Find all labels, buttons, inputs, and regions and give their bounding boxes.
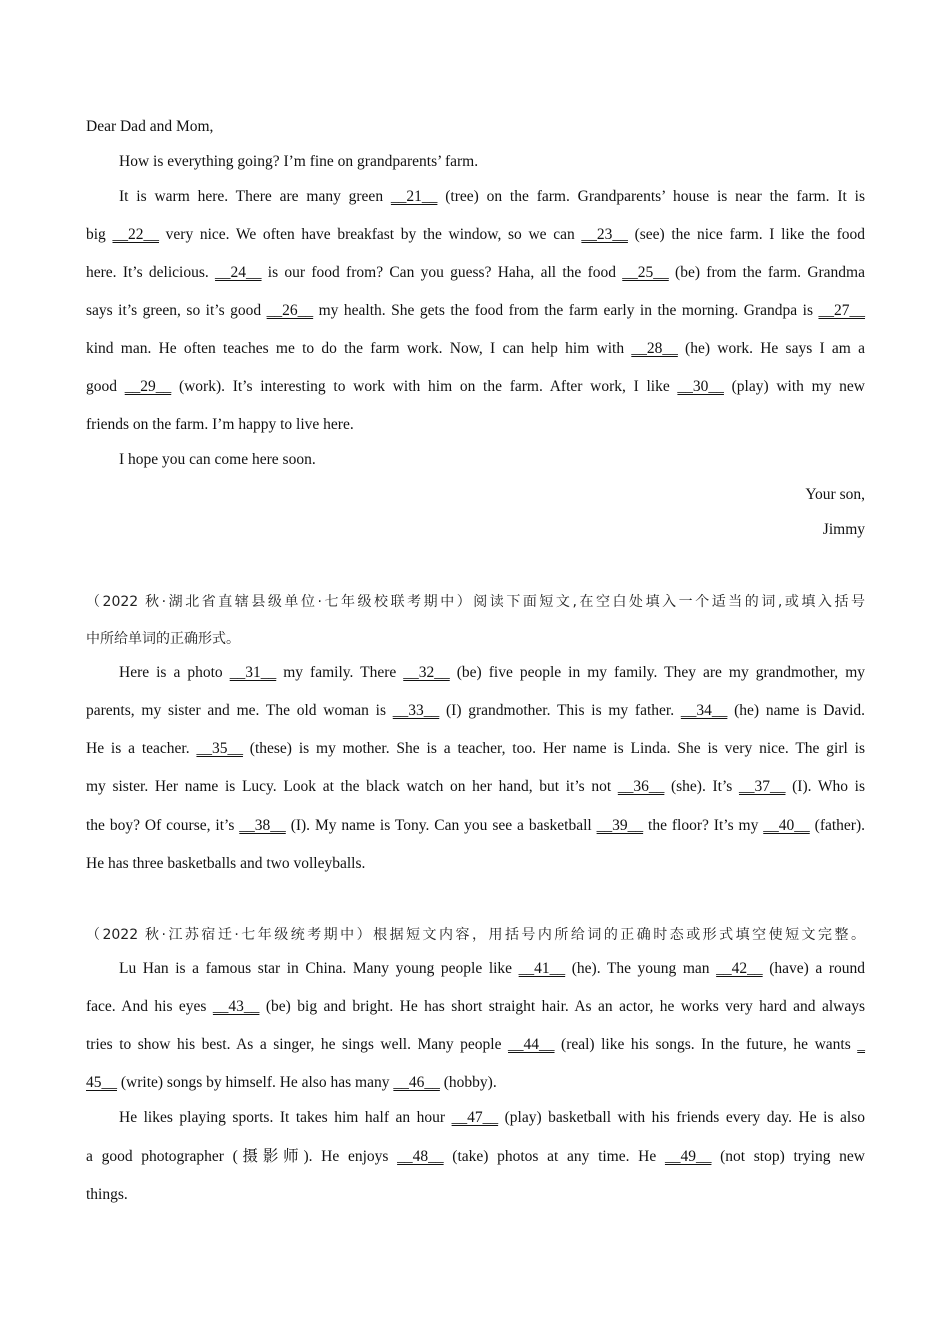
paragraph-line: good __29__ (work). It’s interesting to work with him on the farm. After work, I like __30__ (play) with my new (86, 378, 865, 395)
blank-35: __35__ (196, 740, 243, 757)
blank-30: __30__ (677, 378, 724, 395)
blank-49: __49__ (664, 1148, 712, 1165)
paragraph-line: the boy? Of course, it’s __38__ (I). My name is Tony. Can you see a basketball __39__ the floor? It’s my __40__ (father). (86, 817, 866, 834)
blank-27: __27__ (818, 302, 865, 319)
blank-45-start: _ (857, 1036, 866, 1053)
paragraph-line: He likes playing sports. It takes him half an hour __47__ (play) basketball with his friends every day. He is also (119, 1109, 865, 1126)
paragraph-line: 45__ (write) songs by himself. He also has many __46__ (hobby). (86, 1074, 497, 1091)
blank-24: __24__ (215, 264, 262, 281)
blank-39: __39__ (596, 817, 644, 834)
blank-45: 45__ (86, 1074, 117, 1091)
paragraph-line: Here is a photo __31__ my family. There __32__ (be) five people in my family. They are my grandmother, my (119, 664, 866, 681)
blank-43: __43__ (212, 998, 260, 1015)
paragraph-line: It is warm here. There are many green __21__ (tree) on the farm. Grandparents’ house is near the farm. It is (119, 188, 865, 205)
blank-22: __22__ (112, 226, 159, 243)
blank-23: __23__ (581, 226, 628, 243)
blank-26: __26__ (266, 302, 314, 319)
blank-46: __46__ (393, 1074, 440, 1091)
blank-44: __44__ (508, 1036, 555, 1053)
blank-28: __28__ (631, 340, 678, 357)
blank-47: __47__ (451, 1109, 499, 1126)
section-heading: （2022 秋·湖北省直辖县级单位·七年级校联考期中）阅读下面短文,在空白处填入一个适当的词,或填入括号 (86, 594, 865, 610)
blank-48: __48__ (397, 1148, 444, 1165)
letter-greeting: Dear Dad and Mom, (86, 118, 214, 135)
blank-37: __37__ (738, 778, 786, 795)
blank-32: __32__ (403, 664, 450, 681)
blank-25: __25__ (622, 264, 669, 281)
paragraph-line: He has three basketballs and two volleyballs. (86, 855, 366, 872)
blank-42: __42__ (716, 960, 763, 977)
paragraph-line: I hope you can come here soon. (119, 451, 316, 468)
paragraph-line: How is everything going? I’m fine on grandparents’ farm. (119, 153, 479, 170)
blank-31: __31__ (229, 664, 277, 681)
paragraph-line: He is a teacher. __35__ (these) is my mother. She is a teacher, too. Her name is Linda. She is very nice. The girl is (86, 740, 865, 757)
section-heading: 中所给单词的正确形式。 (86, 631, 240, 647)
paragraph-line: friends on the farm. I’m happy to live here. (86, 416, 354, 433)
blank-34: __34__ (680, 702, 728, 719)
paragraph-line: a good photographer (摄影师). He enjoys __48__ (take) photos at any time. He __49__ (not stop) trying new (86, 1148, 865, 1165)
paragraph-line: things. (86, 1186, 128, 1203)
paragraph-line: Lu Han is a famous star in China. Many young people like __41__ (he). The young man __42__ (have) a round (119, 960, 866, 977)
paragraph-line: kind man. He often teaches me to do the farm work. Now, I can help him with __28__ (he) work. He says I am a (86, 340, 865, 357)
paragraph-line: big __22__ very nice. We often have breakfast by the window, so we can __23__ (see) the nice farm. I like the food (86, 226, 865, 243)
blank-29: __29__ (124, 378, 172, 395)
paragraph-line: my sister. Her name is Lucy. Look at the black watch on her hand, but it’s not __36__ (she). It’s __37__ (I). Who is (86, 778, 865, 795)
paragraph-line: here. It’s delicious. __24__ is our food from? Can you guess? Haha, all the food __25__ (be) from the farm. Grandma (86, 264, 865, 281)
blank-21: __21__ (390, 188, 438, 205)
paragraph-line: says it’s green, so it’s good __26__ my health. She gets the food from the farm early in the morning. Grandpa is __27__ (86, 302, 865, 319)
paragraph-line: tries to show his best. As a singer, he sings well. Many people __44__ (real) like his songs. In the future, he wants _ (86, 1036, 866, 1053)
blank-33: __33__ (392, 702, 440, 719)
letter-signature: Jimmy (822, 521, 865, 538)
letter-closing: Your son, (805, 486, 865, 503)
blank-36: __36__ (617, 778, 665, 795)
paragraph-line: face. And his eyes __43__ (be) big and bright. He has short straight hair. As an actor, he works very hard and always (86, 998, 865, 1015)
paragraph-line: parents, my sister and me. The old woman is __33__ (I) grandmother. This is my father. __34__ (he) name is David. (86, 702, 865, 719)
blank-41: __41__ (518, 960, 566, 977)
blank-40: __40__ (763, 817, 810, 834)
section-heading: （2022 秋·江苏宿迁·七年级统考期中）根据短文内容，用括号内所给词的正确时态或形式填空使短文完整。 (86, 927, 865, 943)
blank-38: __38__ (239, 817, 286, 834)
